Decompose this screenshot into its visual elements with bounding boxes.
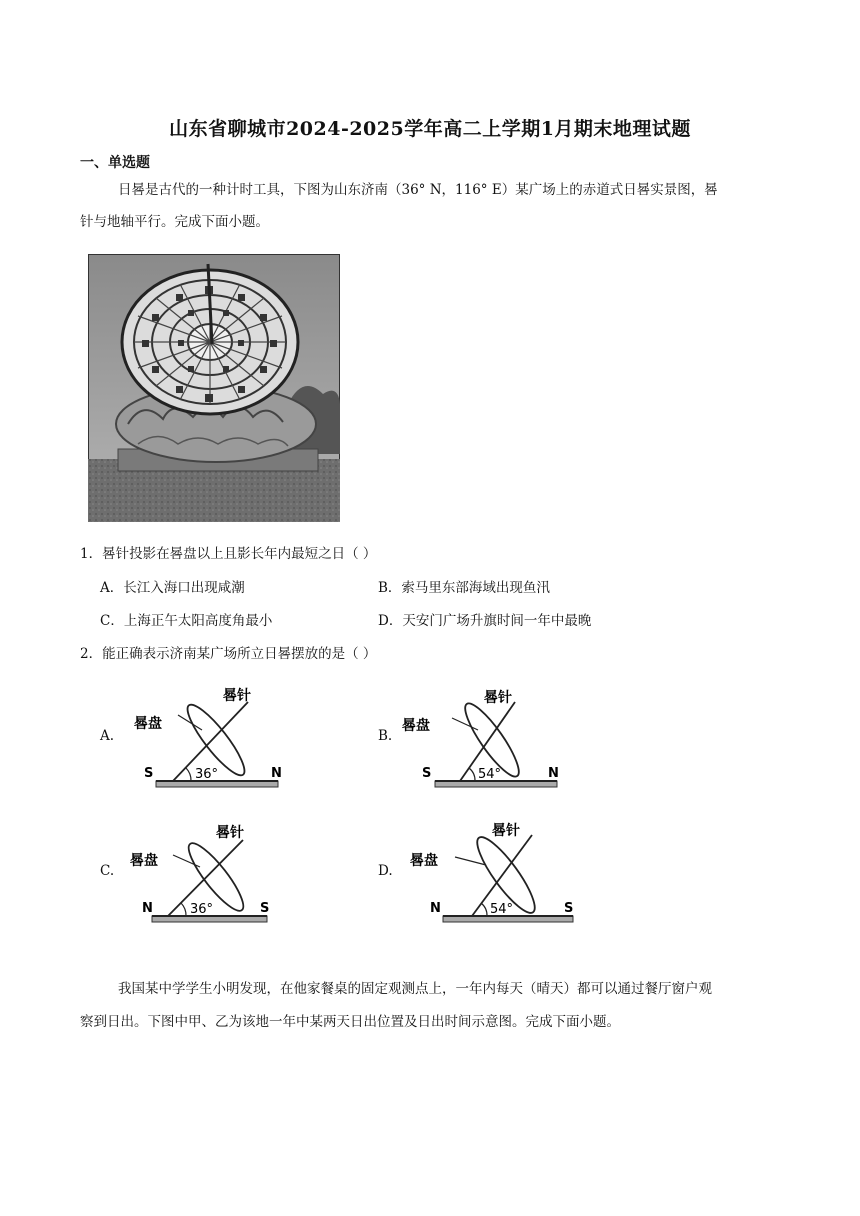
dial-label: 晷盘: [402, 718, 430, 734]
needle-label: 晷针: [492, 823, 520, 839]
angle-label: 54°: [478, 767, 502, 782]
q1-option-c[interactable]: C．上海正午太阳高度角最小: [100, 613, 273, 629]
q2-option-b-letter[interactable]: B.: [378, 728, 393, 744]
angle-label: 36°: [195, 767, 219, 782]
q2-option-d-letter[interactable]: D.: [378, 863, 393, 879]
angle-label: 36°: [190, 902, 214, 917]
direction-left: N: [430, 901, 441, 916]
direction-right: S: [564, 901, 574, 916]
intro2-line2: 察到日出。下图中甲、乙为该地一年中某两天日出位置及日出时间示意图。完成下面小题。: [80, 1014, 620, 1030]
q1-option-b[interactable]: B．索马里东部海域出现鱼汛: [378, 580, 550, 596]
direction-right: S: [260, 901, 270, 916]
intro1-line1: 日晷是古代的一种计时工具，下图为山东济南（36° N，116° E）某广场上的赤道式日晷实景图，晷: [118, 182, 718, 198]
direction-left: S: [144, 766, 154, 781]
intro1-line2: 针与地轴平行。完成下面小题。: [80, 214, 269, 230]
q2-diagram-d[interactable]: [410, 815, 580, 930]
dial-label: 晷盘: [134, 716, 162, 732]
q1-option-d[interactable]: D．天安门广场升旗时间一年中最晚: [378, 613, 592, 629]
needle-label: 晷针: [223, 688, 251, 704]
q2-diagram-a[interactable]: [128, 680, 288, 795]
section-heading: 一、单选题: [80, 155, 150, 171]
q2-diagram-c[interactable]: [128, 815, 288, 930]
direction-right: N: [271, 766, 282, 781]
direction-right: N: [548, 766, 559, 781]
q2-option-a-letter[interactable]: A.: [100, 728, 115, 744]
q1-stem: 1．晷针投影在晷盘以上且影长年内最短之日（ ）: [80, 546, 377, 562]
q1-option-a[interactable]: A．长江入海口出现咸潮: [100, 580, 245, 596]
q2-stem: 2．能正确表示济南某广场所立日晷摆放的是（ ）: [80, 646, 377, 662]
needle-label: 晷针: [216, 825, 244, 841]
direction-left: S: [422, 766, 432, 781]
dial-label: 晷盘: [410, 853, 438, 869]
intro2-line1: 我国某中学学生小明发现，在他家餐桌的固定观测点上，一年内每天（晴天）都可以通过餐厅窗户观: [118, 981, 712, 997]
sundial-photo: [88, 254, 340, 522]
page-title: 山东省聊城市2024-2025学年高二上学期1月期末地理试题: [169, 118, 691, 140]
direction-left: N: [142, 901, 153, 916]
needle-label: 晷针: [484, 690, 512, 706]
q2-diagram-b[interactable]: [400, 680, 560, 795]
dial-label: 晷盘: [130, 853, 158, 869]
angle-label: 54°: [490, 902, 514, 917]
q2-option-c-letter[interactable]: C.: [100, 863, 115, 879]
